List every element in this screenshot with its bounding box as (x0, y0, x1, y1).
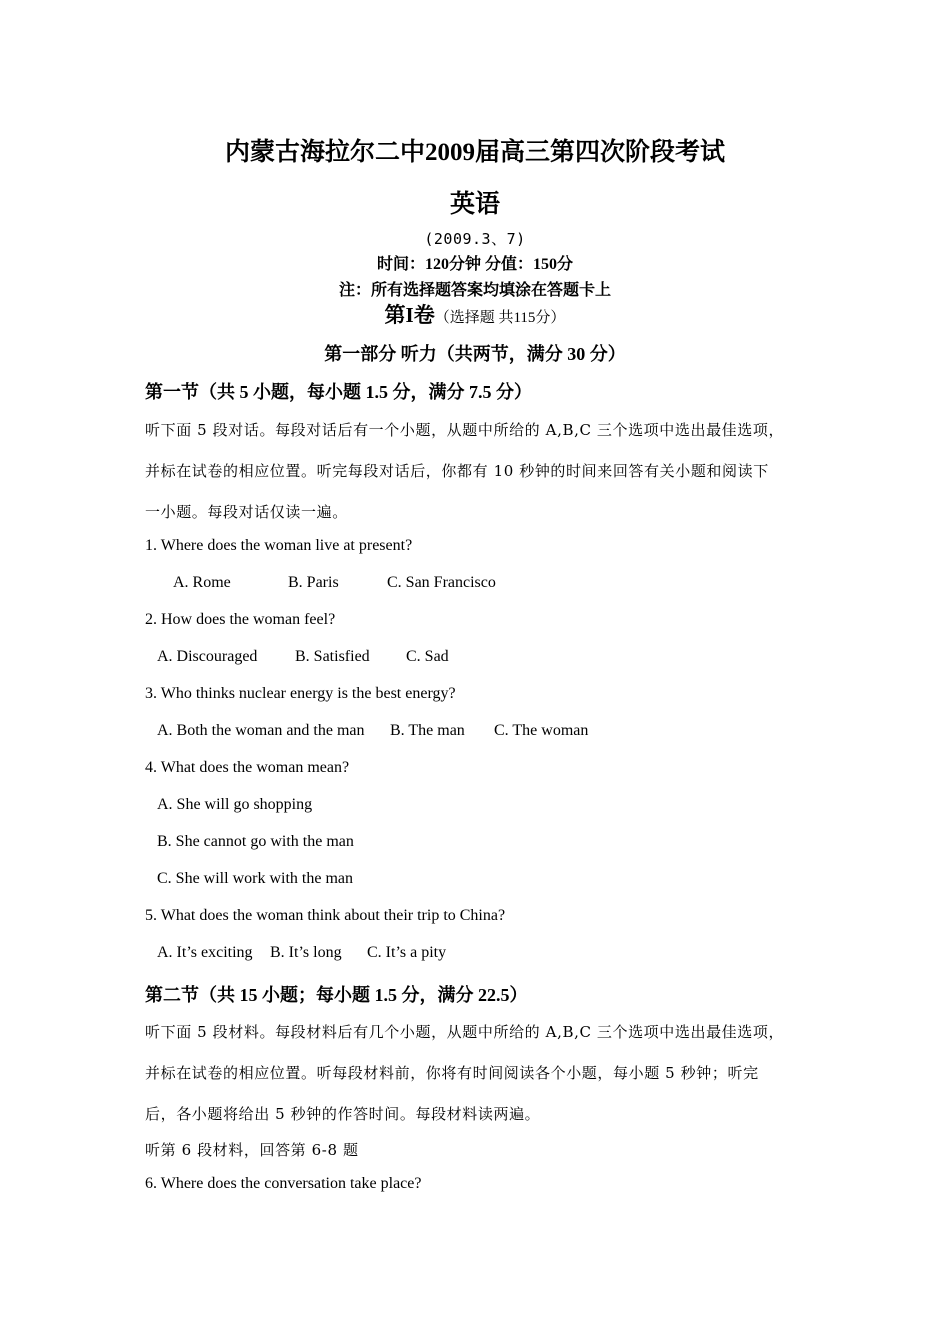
question-5: 5. What does the woman think about their trip to China? (145, 907, 506, 924)
option-a: A. Rome (173, 574, 231, 591)
option-c: C. She will work with the man (157, 870, 353, 887)
question-5-options (157, 944, 446, 962)
option-b: B. The man (390, 722, 465, 739)
option-b: B. Paris (288, 574, 339, 591)
exam-title: 内蒙古海拉尔二中2009届高三第四次阶段考试 (224, 139, 725, 166)
subject-title: 英语 (449, 191, 500, 218)
volume-title: 第I卷 (384, 303, 435, 327)
option-a: A. Discouraged (157, 648, 258, 665)
option-b: B. It’s long (270, 944, 342, 961)
time-score-info: 时间：120分钟 分值：150分 (376, 256, 573, 273)
section1-title: 第一节（共 5 小题，每小题 1.5 分，满分 7.5 分） (145, 382, 532, 402)
volume-subtitle: （选择题 共115分） (434, 310, 566, 326)
answer-sheet-note: 注：所有选择题答案均填涂在答题卡上 (338, 282, 611, 299)
material-6-heading: 听第 6 段材料，回答第 6-8 题 (145, 1141, 359, 1159)
volume-heading (0, 299, 950, 329)
section2-title: 第二节（共 15 小题；每小题 1.5 分，满分 22.5） (145, 985, 528, 1005)
part1-title: 第一部分 听力（共两节，满分 30 分） (324, 344, 626, 364)
option-c: C. It’s a pity (367, 944, 447, 961)
option-b: B. She cannot go with the man (157, 833, 354, 850)
section2-instruction-line: 听下面 5 段材料。每段材料后有几个小题，从题中所给的 A,B,C 三个选项中选出最佳选项， (145, 1023, 785, 1041)
question-3-options (157, 722, 588, 740)
option-c: C. San Francisco (387, 574, 496, 591)
option-c: C. The woman (494, 722, 589, 739)
question-1: 1. Where does the woman live at present? (145, 537, 413, 554)
section1-instruction-line: 听下面 5 段对话。每段对话后有一个小题，从题中所给的 A,B,C 三个选项中选出最佳选项， (145, 421, 785, 439)
section1-instruction-line: 一小题。每段对话仅读一遍。 (145, 503, 348, 521)
exam-date: (2009.3、7) (424, 230, 526, 248)
option-c: C. Sad (406, 648, 449, 665)
question-3: 3. Who thinks nuclear energy is the best energy? (145, 685, 456, 702)
question-4: 4. What does the woman mean? (145, 759, 350, 776)
question-2: 2. How does the woman feel? (145, 611, 336, 628)
option-a: A. She will go shopping (157, 796, 313, 813)
option-b: B. Satisfied (295, 648, 370, 665)
section2-instruction-line: 后，各小题将给出 5 秒钟的作答时间。每段材料读两遍。 (145, 1105, 541, 1123)
question-2-options (157, 648, 449, 666)
option-a: A. Both the woman and the man (157, 722, 365, 739)
question-6: 6. Where does the conversation take place? (145, 1175, 422, 1192)
section2-instruction-line: 并标在试卷的相应位置。听每段材料前，你将有时间阅读各个小题，每小题 5 秒钟；听完 (145, 1064, 759, 1082)
option-a: A. It’s exciting (157, 944, 253, 961)
section1-instruction-line: 并标在试卷的相应位置。听完每段对话后，你都有 10 秒钟的时间来回答有关小题和阅读下 (145, 462, 769, 480)
question-1-options (173, 574, 496, 592)
